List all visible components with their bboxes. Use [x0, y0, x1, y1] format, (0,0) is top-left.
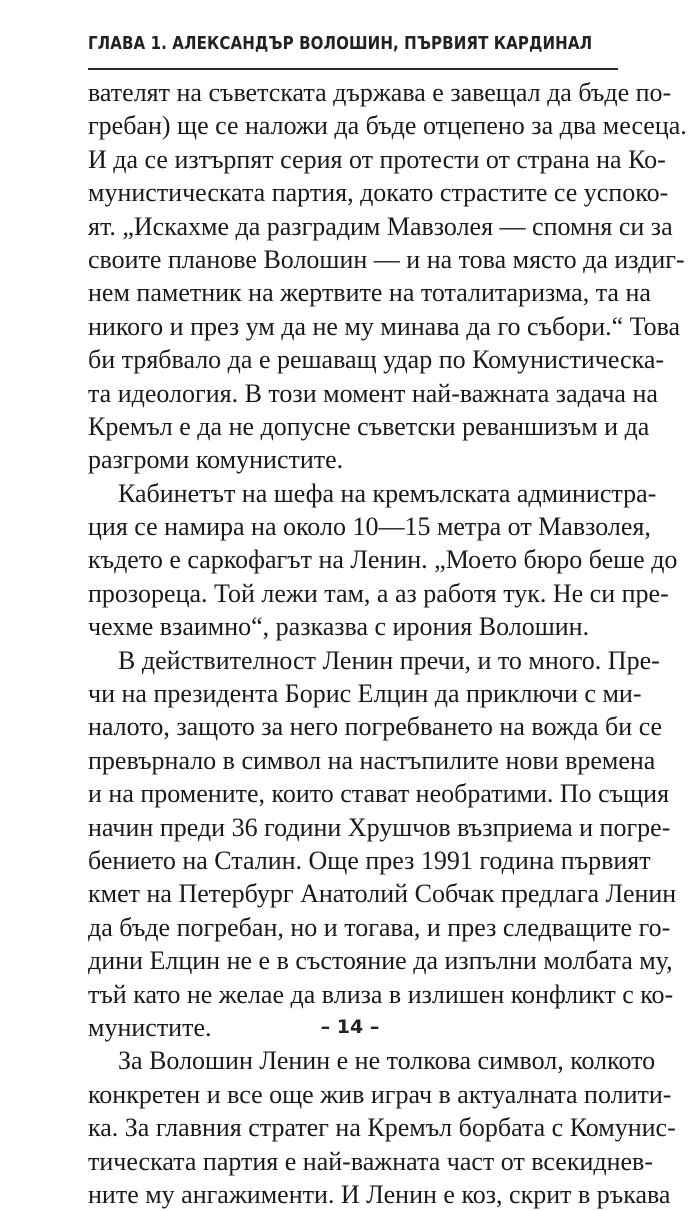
text-line: И да се изтърпят серия от протести от страна на Ко-: [88, 144, 666, 174]
header-rule: [88, 68, 618, 70]
text-line: начин преди 36 години Хрушчов възприема и погре-: [88, 812, 671, 842]
text-line: ка. За главния стратег на Кремъл борбата с Комунис-: [88, 1113, 676, 1143]
text-line: ция се намира на около 10—15 метра от Мавзолея,: [88, 512, 651, 542]
text-line: чи на президента Борис Елцин да приключи с ми-: [88, 679, 642, 709]
text-line: дини Елцин не е в състояние да изпълни молбата му,: [88, 946, 673, 976]
text-line: мунистическата партия, докато страстите се успоко-: [88, 178, 669, 208]
text-line: кмет на Петербург Анатолий Собчак предлага Ленин: [88, 879, 677, 909]
text-line: нем паметник на жертвите на тоталитаризма, та на: [88, 278, 651, 308]
text-line: За Волошин Ленин е не толкова символ, колкото: [118, 1046, 656, 1076]
text-line: своите планове Волошин — и на това място да издиг-: [88, 244, 685, 274]
text-line: Кремъл е да не допусне съветски реваншизъм и да: [88, 411, 650, 441]
text-line: би трябвало да е решаващ удар по Комунистическа-: [88, 345, 665, 375]
text-line: В действителност Ленин пречи, и то много. Пре-: [118, 645, 660, 675]
text-line: та идеология. В този момент най-важната задача на: [88, 378, 658, 408]
text-line: гребан) ще се наложи да бъде отцепено за два месеца.: [88, 111, 687, 141]
text-line: конкретен и все още жив играч в актуалната полити-: [88, 1079, 672, 1109]
page-number: – 14 –: [320, 1016, 380, 1038]
text-line: тическата партия е най-важната част от всекиднев-: [88, 1146, 653, 1176]
text-line: тъй като не желае да влиза в излишен конфликт с ко-: [88, 979, 674, 1009]
text-line: където е саркофагът на Ленин. „Моето бюро беше до: [88, 545, 678, 575]
text-line: бението на Сталин. Още през 1991 година първият: [88, 845, 651, 875]
text-line: и на промените, които стават необратими. По същия: [88, 779, 670, 809]
text-line: ните му ангажименти. И Ленин е коз, скрит в ръкава: [88, 1179, 671, 1209]
body-text: [88, 76, 687, 1211]
running-head: ГЛАВА 1. АЛЕКСАНДЪР ВОЛОШИН, ПЪРВИЯТ КАРДИНАЛ: [88, 34, 593, 54]
text-line: чехме взаимно“, разказва с ирония Волошин.: [88, 612, 590, 642]
text-line: превърнало в символ на настъпилите нови времена: [88, 745, 656, 775]
text-line: разгроми комунистите.: [88, 445, 344, 475]
text-line: налото, защото за него погребването на вожда би се: [88, 712, 663, 742]
text-line: мунистите.: [88, 1012, 212, 1042]
text-line: прозореца. Той лежи там, а аз работя тук. Не си пре-: [88, 578, 669, 608]
text-line: ят. „Искахме да разградим Мавзолея — спомня си за: [88, 211, 673, 241]
text-line: вателят на съветската държава е завещал да бъде по-: [88, 78, 672, 107]
text-line: Кабинетът на шефа на кремълската администра-: [118, 478, 657, 508]
text-line: никого и през ум да не му минава да го събори.“ Това: [88, 311, 681, 341]
text-line: да бъде погребан, но и тогава, и през следващите го-: [88, 912, 671, 942]
